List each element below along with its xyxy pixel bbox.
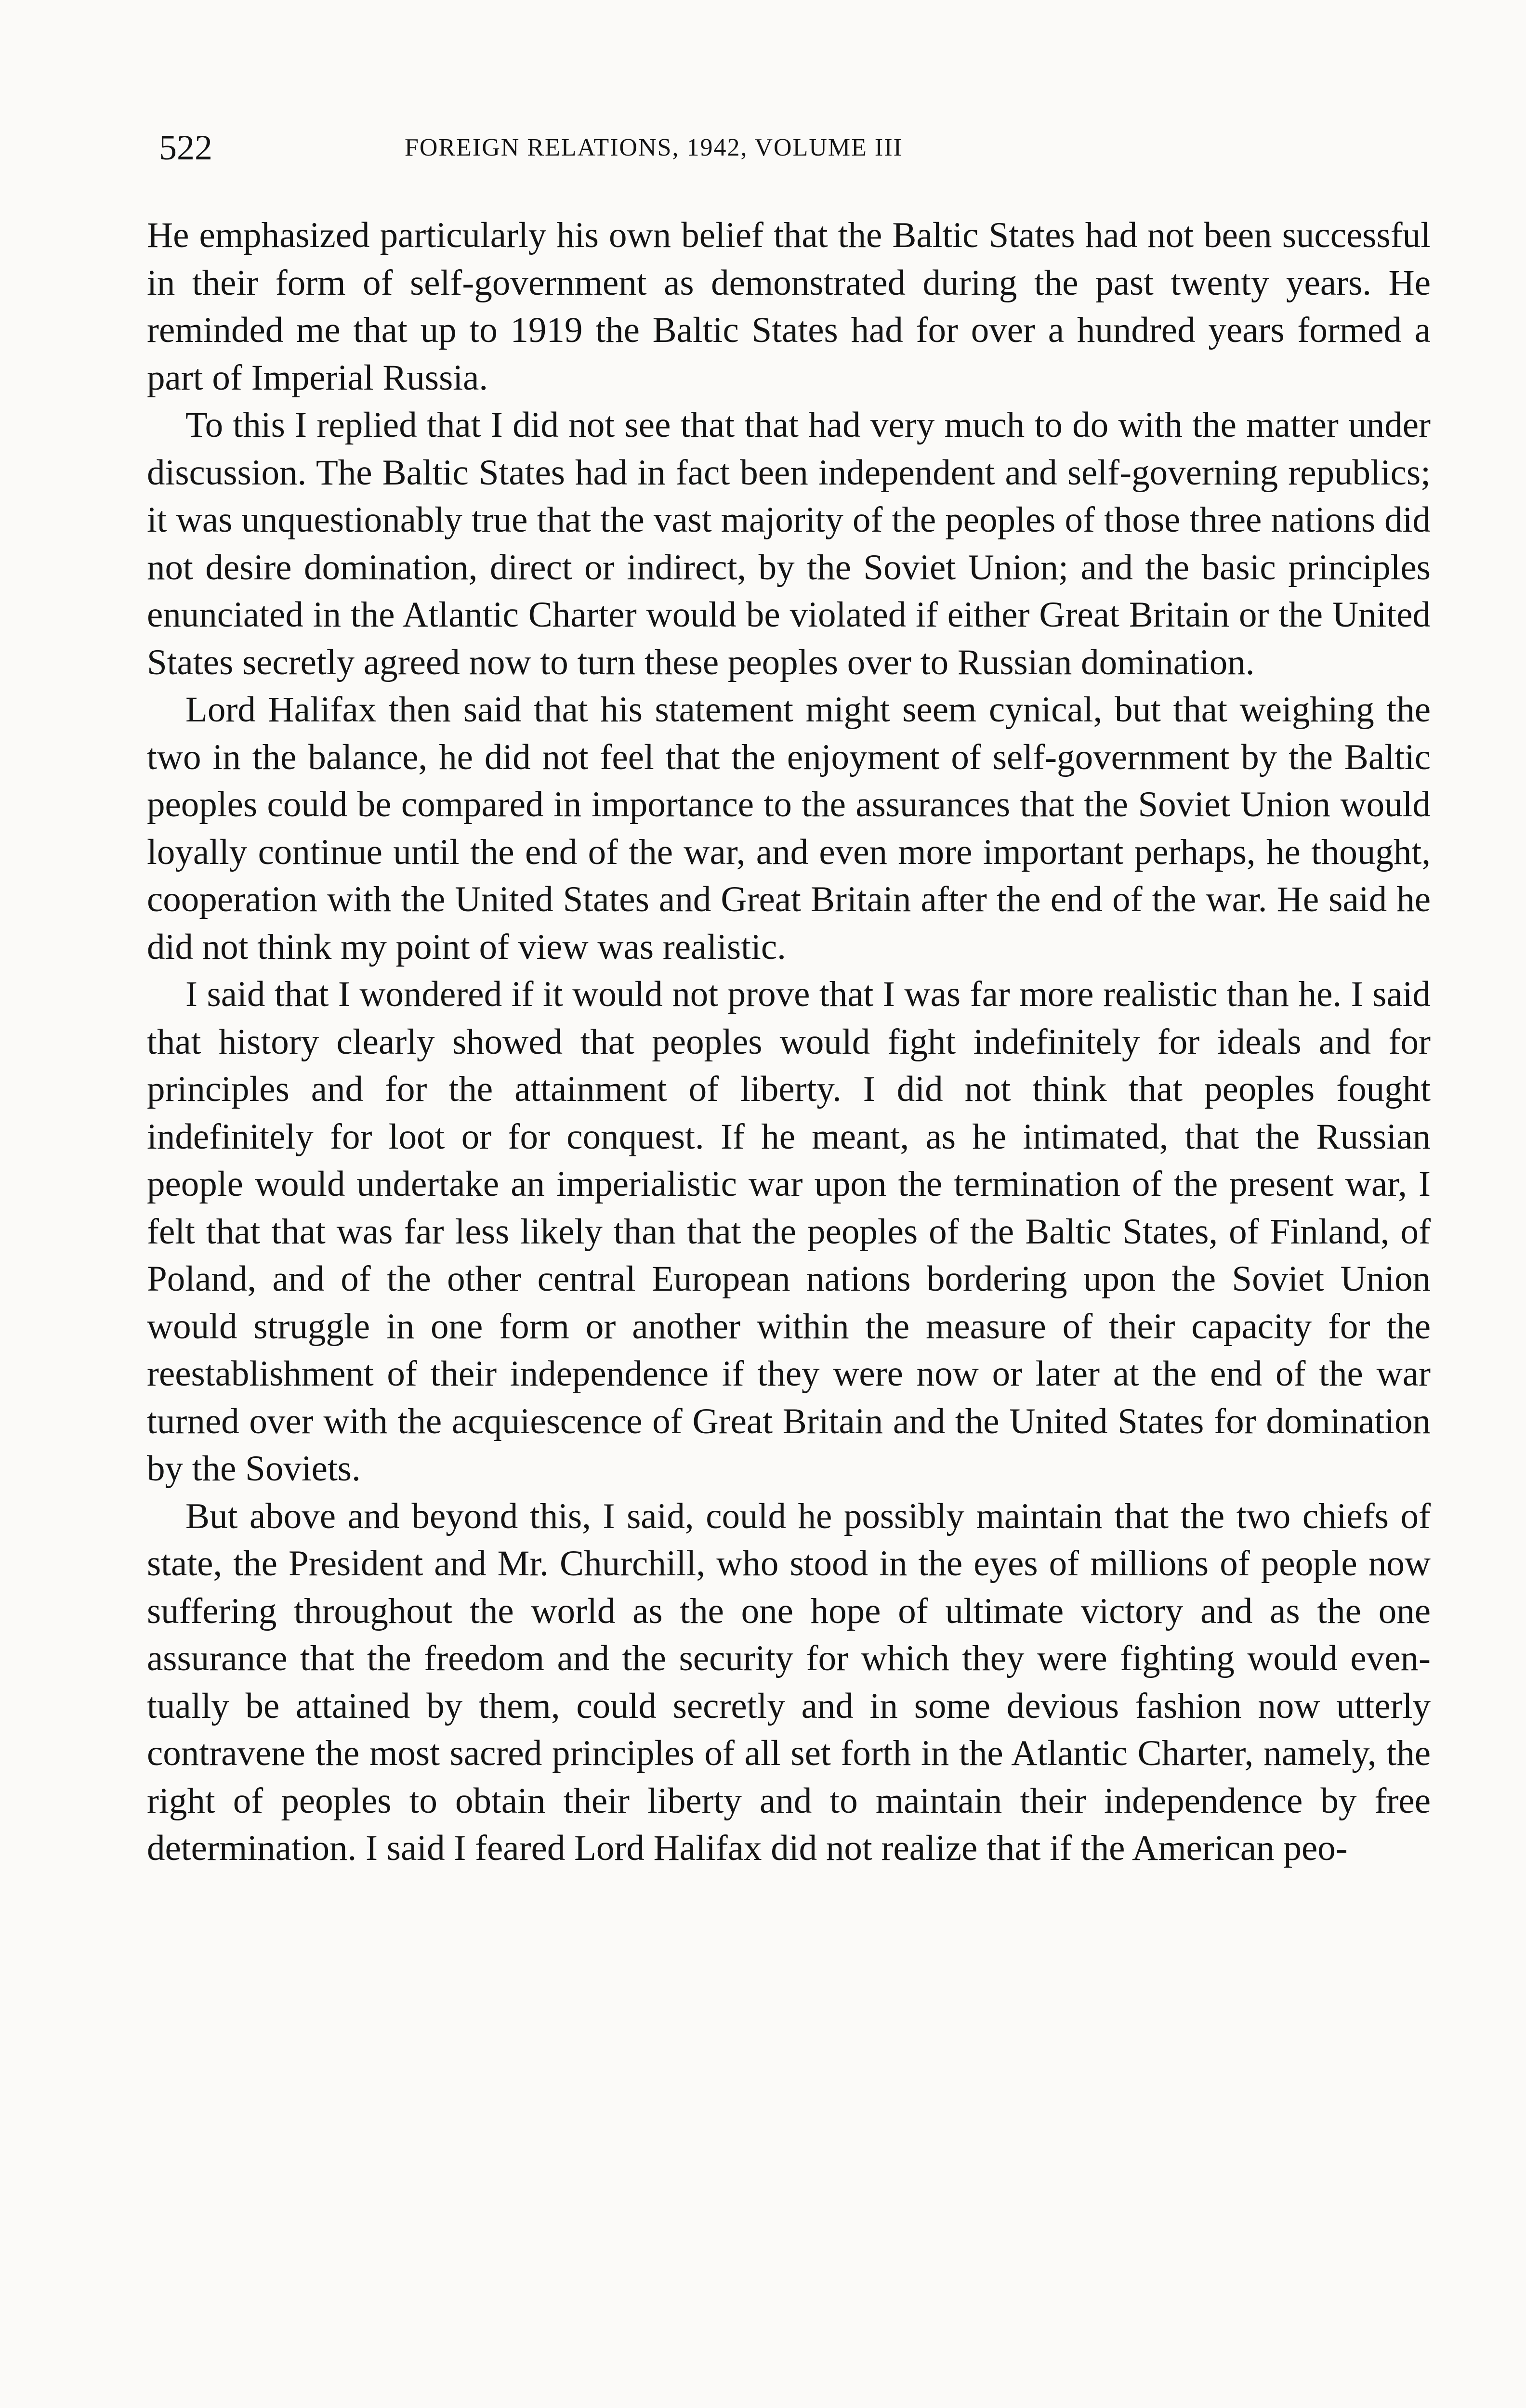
paragraph-2: To this I replied that I did not see that that had very much to do with the matter under discussion. The Baltic States had in fact been independent and self-governing republics; it was unquestionably true that the vast majority of the peoples of those three nations did not desire domination, direct or indirect, by the Soviet Union; and the basic principles enunciated in the Atlantic Charter would be violated if either Great Britain or the United States secretly agreed now to turn these peoples over to Russian domination. xyxy=(147,405,1431,682)
paragraph-1: He emphasized particularly his own belief that the Baltic States had not been successful in their form of self-government as demonstrated during the past twenty years. He reminded me that up to 1919 the Baltic States had for over a hundred years formed a part of Imperial Russia. xyxy=(147,215,1431,398)
page-header xyxy=(159,126,1431,170)
page-number: 522 xyxy=(159,128,212,168)
running-head: FOREIGN RELATIONS, 1942, VOLUME III xyxy=(405,134,903,161)
paragraph-3: Lord Halifax then said that his statement might seem cynical, but that weighing the two in the balance, he did not feel that the enjoyment of self-government by the Baltic peoples could be compared in importance to the assurances that the Soviet Union would loyally continue until the end of the war, and even more important perhaps, he thought, cooperation with the United States and Great Britain after the end of the war. He said he did not think my point of view was realistic. xyxy=(147,690,1431,967)
paragraph-5: But above and beyond this, I said, could he possibly maintain that the two chiefs of state, the President and Mr. Churchill, who stood in the eyes of millions of people now suffering throughout the world as the one hope of ultimate victory and as the one assurance that the freedom and the security for which they were fighting would eventually be attained by them, could secretly and in some devious fashion now utterly contravene the most sacred principles of all set forth in the Atlantic Charter, namely, the right of peoples to obtain their liberty and to maintain their independence by free determination. I said I feared Lord Halifax did not realize that if the American peo- xyxy=(147,1496,1431,1868)
paragraph-4: I said that I wondered if it would not prove that I was far more realistic than he. I said that history clearly showed that peoples would fight indefinitely for ideals and for principles and for the attainment of liberty. I did not think that peoples fought indefinitely for loot or for conquest. If he meant, as he intimated, that the Russian people would undertake an imperialistic war upon the termination of the present war, I felt that that was far less likely than that the peoples of the Baltic States, of Finland, of Poland, and of the other central European nations bordering upon the Soviet Union would struggle in one form or another within the measure of their capacity for the reestablishment of their independence if they were now or later at the end of the war turned over with the acquiescence of Great Britain and the United States for domination by the Soviets. xyxy=(147,974,1431,1489)
body-text xyxy=(147,212,1431,1872)
